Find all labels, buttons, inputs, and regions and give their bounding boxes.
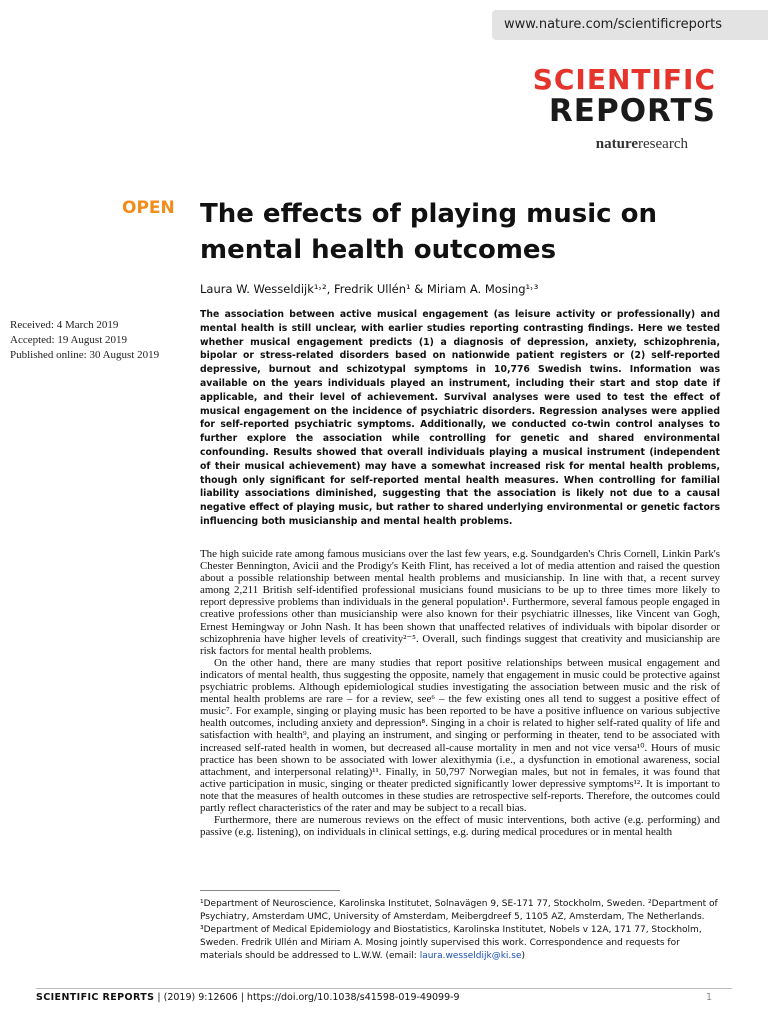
body-paragraph: The high suicide rate among famous musicians over the last few years, e.g. Soundgarden's Chris Cornell, Linkin Park's Chester Bennington, Avicii and the Prodigy's Keith Flint, has received a lot of media attention and raised the question about a possible relationship between mental health problems and musicianship. In line with that, a recent survey among 2,211 British self-identified professional musicians found musicians to be up to three times more likely to report depressive problems than individuals in the general population¹. Furthermore, several famous people engaged in creative professions other than musicianship were also known for their psychiatric illnesses, like Vincent van Gogh, Ernest Hemingway or John Nash. It has been shown that unaffected relatives of individuals with bipolar disorder or schizophrenia have higher levels of creativity²⁻⁵. Overall, such findings suggest that creativity and musicianship are risk factors for mental health problems. [200, 548, 720, 657]
affiliations-footnote [200, 898, 720, 963]
publisher-part2: research [638, 136, 688, 152]
accepted-date: Accepted: 19 August 2019 [10, 334, 128, 346]
masthead-reports: REPORTS [548, 93, 716, 129]
received-date: Received: 4 March 2019 [10, 319, 119, 331]
page-footer [36, 992, 460, 1003]
publisher-logo [596, 136, 688, 153]
article-body [200, 548, 720, 838]
affiliations-text: ¹Department of Neuroscience, Karolinska Institutet, Solnavägen 9, SE-171 77, Stockholm, Sweden. ²Department of Psychiatry, Amsterdam UMC, University of Amsterdam, Meibergdreef 5, 1105 AZ, Amsterdam, The Netherlands. ³Department of Medical Epidemiology and Biostatistics, Karolinska Institutet, Nobels v 12A, 171 77, Stockholm, Sweden. Fredrik Ullén and Miriam A. Mosing jointly supervised this work. Correspondence and requests for materials should be addressed to L.W.W. (email: [200, 899, 718, 961]
footer-citation[interactable]: | (2019) 9:12606 | https://doi.org/10.1038/s41598-019-49099-9 [154, 992, 460, 1003]
body-paragraph: On the other hand, there are many studies that report positive relationships between musical engagement and indicators of mental health, thus suggesting the opposite, namely that engagement in music could be protective against psychiatric problems. Although epidemiological studies investigating the association between music and the risk of mental health problems are rare – for a review, see⁶ – the few existing ones all tend to suggest a positive effect of music⁷. For example, singing or playing music has been reported to be have a positive influence on various subjective health outcomes, including anxiety and depression⁸. Singing in a choir is related to higher self-rated quality of life and satisfaction with health⁹, and playing an instrument, and singing or performing in theater, tend to be associated with increased self-rated health in women, but decreased all-cause mortality in men and not vice versa¹⁰. Hours of music practice has been shown to be associated with lower alexithymia (i.e., a dysfunction in emotional awareness, social attachment, and interpersonal relating)¹¹. Finally, in 50,797 Norwegian males, but not in females, it was found that active participation in music, singing or theater predicted significantly lower depressive symptoms¹². It is important to note that the measures of health outcomes in these studies are retrospective self-reports. Therefore, the outcomes could partly reflect characteristics of the rater and may be subject to a recall bias. [200, 656, 720, 814]
correspondence-email-link[interactable]: laura.wesseldijk@ki.se [419, 951, 522, 961]
article-dates [10, 318, 159, 363]
footnote-divider [200, 890, 340, 891]
footer-journal-name: SCIENTIFIC REPORTS [36, 992, 155, 1003]
footer-divider [36, 988, 732, 989]
journal-masthead [532, 63, 716, 129]
author-list: Laura W. Wesseldijk¹˒², Fredrik Ullén¹ & Miriam A. Mosing¹˒³ [200, 282, 539, 296]
published-date: Published online: 30 August 2019 [10, 349, 160, 361]
masthead-scientific: SCIENTIFIC [532, 63, 716, 96]
body-paragraph: Furthermore, there are numerous reviews on the effect of music interventions, both active (e.g. performing) and passive (e.g. listening), on individuals in clinical settings, e.g. during medical procedures or in mental health [200, 814, 720, 839]
journal-url[interactable]: www.nature.com/scientificreports [492, 10, 768, 40]
publisher-part1: nature [595, 136, 639, 152]
article-title: The effects of playing music on mental health outcomes [200, 199, 657, 265]
abstract: The association between active musical engagement (as leisure activity or professionally) and mental health is still unclear, with earlier studies reporting contrasting findings. Here we tested whether musical engagement predicts (1) a diagnosis of depression, anxiety, schizophrenia, bipolar or stress-related disorders based on nationwide patient registers or (2) self-reported depressive, burnout and schizotypal symptoms in 10,776 Swedish twins. Information was available on the years individuals played an instrument, including their start and stop date if applicable, and their level of achievement. Survival analyses were used to test the effect of musical engagement on the incidence of psychiatric disorders. Regression analyses were applied for self-reported psychiatric symptoms. Additionally, we conducted co-twin control analyses to further explore the association while controlling for genetic and shared environmental confounding. Results showed that overall individuals playing a musical instrument (independent of their musical achievement) may have a somewhat increased risk for mental health problems, though only significant for self-reported mental health measures. When controlling for familial liability associations diminished, suggesting that the association is likely not due to a causal negative effect of playing music, but rather to shared underlying environmental or genetic factors influencing both musicianship and mental health problems. [200, 309, 720, 527]
open-access-label: OPEN [122, 198, 175, 218]
affiliations-end: ) [521, 951, 526, 961]
page-number: 1 [706, 992, 713, 1003]
